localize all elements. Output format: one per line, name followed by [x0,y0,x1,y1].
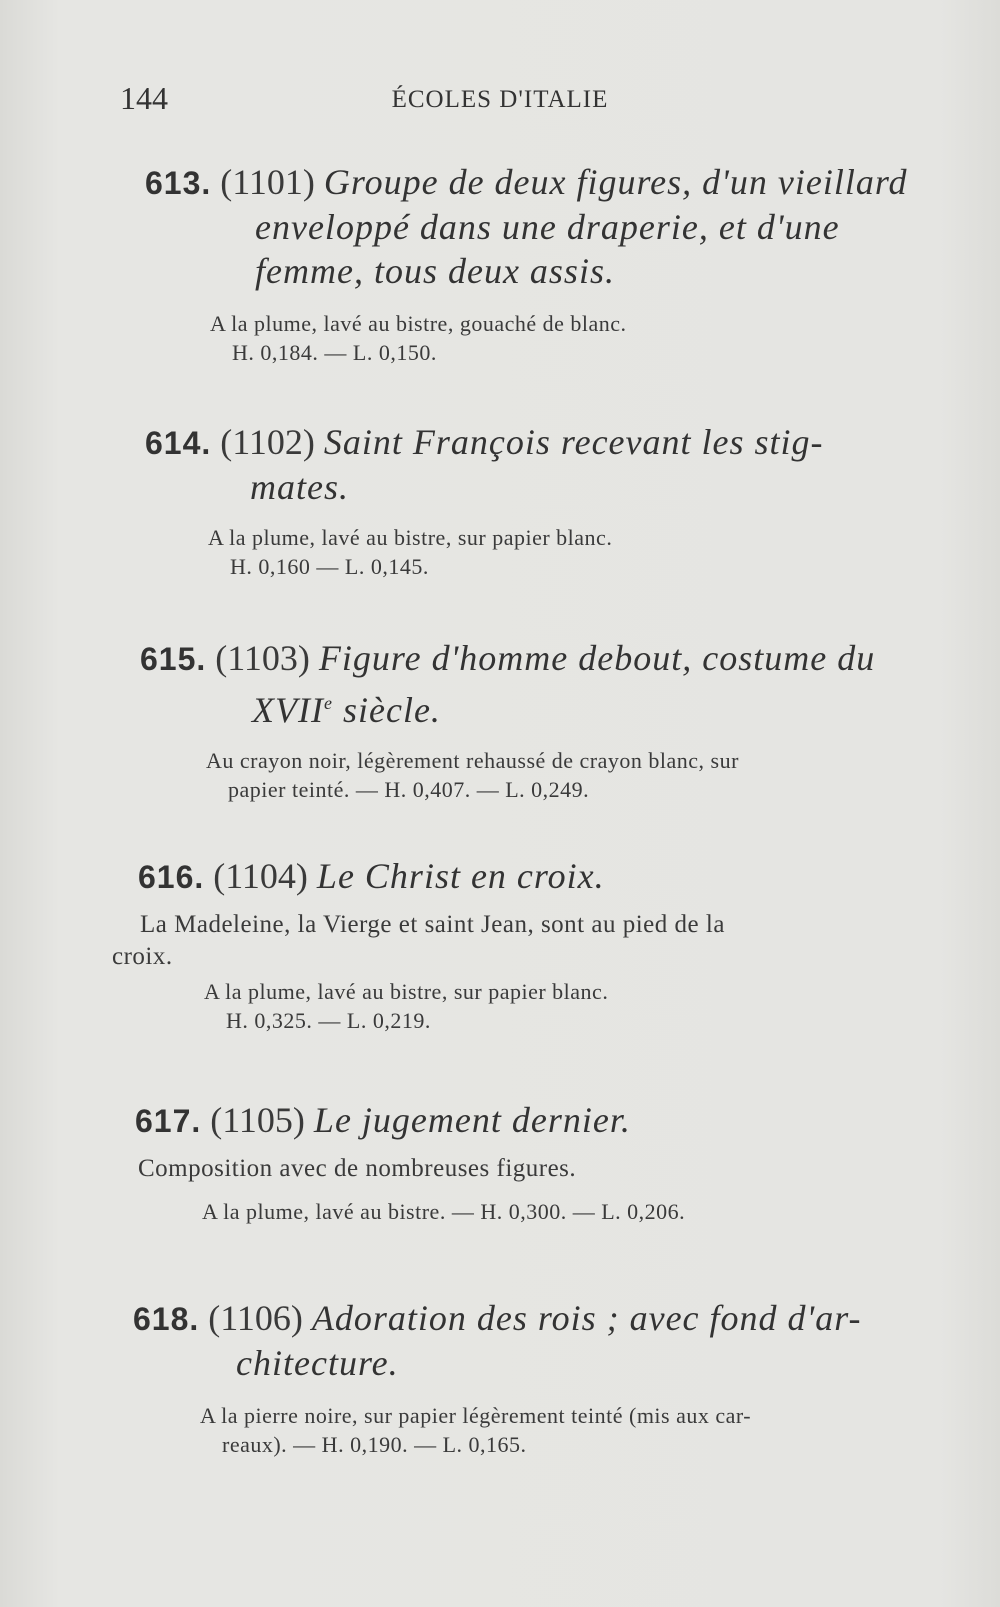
entry-title-continued: femme, tous deux assis. [255,251,615,291]
entry-technique: A la pierre noire, sur papier légèrement teinté (mis aux car- [200,1403,752,1428]
catalogue-entry-617 [0,1098,1000,1226]
catalogue-entry-614 [0,420,1000,581]
entry-title: Le jugement dernier. [313,1100,631,1140]
catalogue-entry-616 [0,854,1000,1035]
inventory-number: (1101) [220,162,315,202]
entry-dimensions: reaux). — H. 0,190. — L. 0,165. [222,1432,527,1457]
entry-technique: A la plume, lavé au bistre, sur papier blanc. [204,979,609,1004]
century-superscript: e [323,693,333,713]
catalogue-entry-613 [0,160,1000,367]
entry-title: Figure d'homme debout, costume du [318,638,876,678]
inventory-number: (1106) [208,1298,303,1338]
entry-number: 613. [145,165,212,201]
inventory-number: (1102) [220,422,315,462]
entry-heading [0,636,1000,681]
entry-dimensions: H. 0,160 — L. 0,145. [230,554,429,579]
entry-description: croix. [112,943,173,970]
entry-number: 618. [133,1301,200,1337]
entry-dimensions: H. 0,184. — L. 0,150. [232,340,437,365]
entry-number: 616. [138,859,205,895]
entry-title-continued [0,681,1000,732]
entry-technique: A la plume, lavé au bistre, sur papier blanc. [208,525,613,550]
running-title: ÉCOLES D'ITALIE [391,86,609,113]
entry-title: Adoration des rois ; avec fond d'ar- [311,1298,862,1338]
entry-dimensions: H. 0,325. — L. 0,219. [226,1008,431,1033]
entry-heading [0,160,1000,205]
entry-title-continued: mates. [250,467,349,507]
page-number: 144 [120,80,168,116]
entry-dimensions: papier teinté. — H. 0,407. — L. 0,249. [228,777,590,802]
entry-number: 614. [145,425,212,461]
entry-title: Le Christ en croix. [316,856,605,896]
century-rest: siècle. [332,690,441,730]
entry-technique: A la plume, lavé au bistre. — H. 0,300. — L. 0,206. [202,1199,686,1224]
entry-technique: Au crayon noir, légèrement rehaussé de crayon blanc, sur [206,748,739,773]
entry-title: Groupe de deux figures, d'un vieillard [323,162,908,202]
entry-heading [0,1098,1000,1143]
inventory-number: (1103) [215,638,310,678]
entry-description: La Madeleine, la Vierge et saint Jean, sont au pied de la [140,911,725,938]
catalogue-entry-615 [0,636,1000,804]
entry-description: Composition avec de nombreuses figures. [138,1155,577,1182]
entry-number: 615. [140,641,207,677]
entry-number: 617. [135,1103,202,1139]
catalogue-entry-618 [0,1296,1000,1459]
inventory-number: (1105) [210,1100,305,1140]
entry-title-continued: chitecture. [236,1343,399,1383]
inventory-number: (1104) [213,856,308,896]
entry-heading [0,420,1000,465]
entry-heading [0,1296,1000,1341]
century-numeral: XVII [252,690,324,730]
entry-technique: A la plume, lavé au bistre, gouaché de blanc. [210,311,627,336]
entry-title-continued: enveloppé dans une draperie, et d'une [255,207,840,247]
entry-title: Saint François recevant les stig- [323,422,824,462]
entry-heading [0,854,1000,899]
